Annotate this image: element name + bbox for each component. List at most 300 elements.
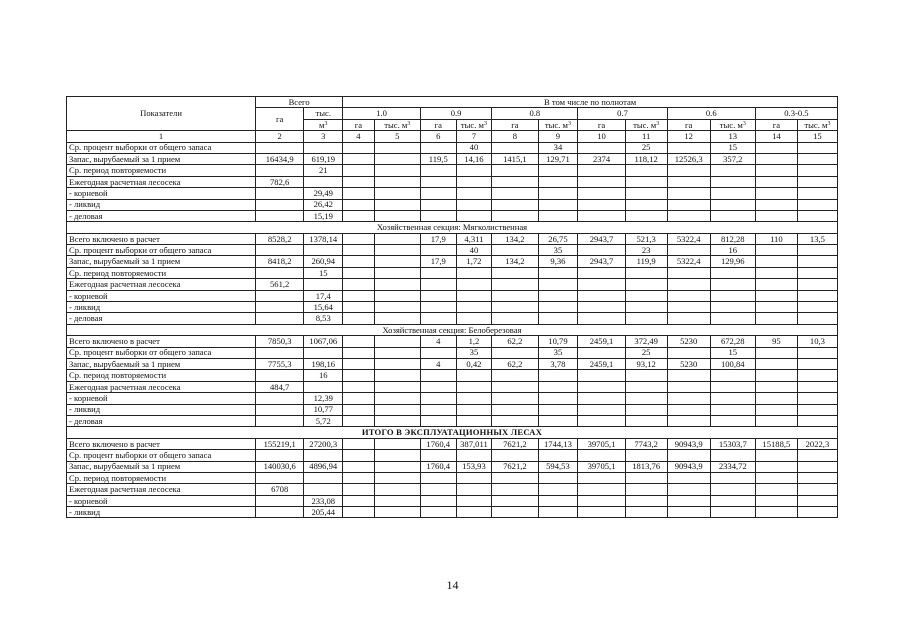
table-cell bbox=[492, 347, 538, 358]
table-cell bbox=[343, 495, 375, 506]
table-cell bbox=[343, 302, 375, 313]
row-label: - ликвид bbox=[67, 199, 256, 210]
table-cell bbox=[343, 381, 375, 392]
table-cell bbox=[797, 302, 837, 313]
table-cell: 155219,1 bbox=[256, 438, 304, 449]
unit-sup: 3 bbox=[568, 120, 571, 127]
table-cell bbox=[538, 290, 578, 301]
table-cell: 0,42 bbox=[456, 358, 492, 369]
table-cell: 12,39 bbox=[304, 393, 343, 404]
table-cell bbox=[710, 267, 755, 278]
table-cell: 16 bbox=[304, 370, 343, 381]
table-row bbox=[67, 233, 838, 244]
column-number: 15 bbox=[797, 131, 837, 142]
table-cell bbox=[456, 450, 492, 461]
table-cell bbox=[304, 347, 343, 358]
table-cell: 561,2 bbox=[256, 279, 304, 290]
header-density-6: 0.3-0.5 bbox=[755, 108, 837, 119]
table-cell bbox=[343, 313, 375, 324]
table-cell: 619,19 bbox=[304, 153, 343, 164]
table-cell bbox=[374, 358, 420, 369]
table-cell bbox=[343, 347, 375, 358]
table-cell bbox=[374, 165, 420, 176]
table-cell bbox=[256, 165, 304, 176]
table-cell: 16434,9 bbox=[256, 153, 304, 164]
table-cell: 2334,72 bbox=[710, 461, 755, 472]
table-cell bbox=[492, 302, 538, 313]
table-cell: 25 bbox=[625, 142, 667, 153]
table-cell: 95 bbox=[755, 336, 797, 347]
header-unit-ha: га bbox=[492, 119, 538, 130]
table-row bbox=[67, 267, 838, 278]
table-cell bbox=[456, 165, 492, 176]
row-label: - ликвид bbox=[67, 404, 256, 415]
table-cell: 93,12 bbox=[625, 358, 667, 369]
table-cell bbox=[256, 472, 304, 483]
table-cell: 17,9 bbox=[420, 233, 456, 244]
table-cell: 62,2 bbox=[492, 336, 538, 347]
table-cell: 15,19 bbox=[304, 210, 343, 221]
table-cell bbox=[797, 153, 837, 164]
table-cell bbox=[625, 507, 667, 518]
table-cell: 233,08 bbox=[304, 495, 343, 506]
table-cell bbox=[538, 484, 578, 495]
table-cell: 90943,9 bbox=[667, 438, 710, 449]
table-cell bbox=[578, 381, 625, 392]
table-cell bbox=[578, 495, 625, 506]
row-label: Запас, вырубаемый за 1 прием bbox=[67, 153, 256, 164]
row-label: Ежегодная расчетная лесосека bbox=[67, 176, 256, 187]
table-cell: 1744,13 bbox=[538, 438, 578, 449]
table-cell bbox=[578, 267, 625, 278]
table-cell bbox=[667, 188, 710, 199]
table-cell bbox=[710, 188, 755, 199]
table-cell bbox=[256, 393, 304, 404]
table-cell bbox=[456, 267, 492, 278]
column-number: 2 bbox=[256, 131, 304, 142]
header-unit-volume bbox=[456, 119, 492, 130]
table-cell bbox=[797, 290, 837, 301]
unit-sup: 3 bbox=[656, 120, 660, 127]
row-label: Ежегодная расчетная лесосека bbox=[67, 484, 256, 495]
header-unit-volume bbox=[710, 119, 755, 130]
table-cell bbox=[755, 495, 797, 506]
table-cell bbox=[538, 302, 578, 313]
table-cell: 15188,5 bbox=[755, 438, 797, 449]
table-cell: 13,5 bbox=[797, 233, 837, 244]
table-cell: 5322,4 bbox=[667, 256, 710, 267]
table-row bbox=[67, 210, 838, 221]
table-cell bbox=[343, 415, 375, 426]
table-cell bbox=[456, 370, 492, 381]
table-cell bbox=[755, 245, 797, 256]
table-cell bbox=[492, 495, 538, 506]
table-cell: 3,78 bbox=[538, 358, 578, 369]
page-number: 14 bbox=[446, 578, 459, 592]
table-cell bbox=[420, 393, 456, 404]
table-cell: 153,93 bbox=[456, 461, 492, 472]
table-cell bbox=[755, 279, 797, 290]
table-cell bbox=[343, 484, 375, 495]
table-row bbox=[67, 256, 838, 267]
table-cell bbox=[710, 199, 755, 210]
table-cell: 1,72 bbox=[456, 256, 492, 267]
table-cell bbox=[304, 450, 343, 461]
table-cell bbox=[538, 472, 578, 483]
table-cell bbox=[755, 404, 797, 415]
table-cell bbox=[374, 256, 420, 267]
table-cell bbox=[710, 165, 755, 176]
column-number: 9 bbox=[538, 131, 578, 142]
table-cell bbox=[374, 415, 420, 426]
header-total-thousand: тыс. bbox=[304, 108, 343, 119]
table-cell bbox=[755, 153, 797, 164]
table-cell bbox=[625, 495, 667, 506]
table-cell bbox=[374, 199, 420, 210]
table-cell bbox=[304, 245, 343, 256]
table-cell bbox=[456, 176, 492, 187]
table-row bbox=[67, 302, 838, 313]
table-cell bbox=[710, 415, 755, 426]
row-label: - ликвид bbox=[67, 507, 256, 518]
table-cell bbox=[343, 507, 375, 518]
header-unit-ha: га bbox=[578, 119, 625, 130]
table-cell bbox=[667, 507, 710, 518]
table-cell: 118,12 bbox=[625, 153, 667, 164]
table-cell bbox=[456, 313, 492, 324]
table-cell: 10,3 bbox=[797, 336, 837, 347]
table-cell: 140030,6 bbox=[256, 461, 304, 472]
table-cell bbox=[578, 507, 625, 518]
table-cell: 10,77 bbox=[304, 404, 343, 415]
table-cell bbox=[710, 484, 755, 495]
table-row bbox=[67, 495, 838, 506]
table-cell bbox=[343, 245, 375, 256]
column-number: 10 bbox=[578, 131, 625, 142]
table-cell: 26,42 bbox=[304, 199, 343, 210]
unit-sup: 3 bbox=[407, 120, 411, 127]
forest-calculation-table bbox=[66, 96, 838, 518]
table-cell bbox=[667, 199, 710, 210]
table-cell bbox=[538, 450, 578, 461]
table-cell bbox=[667, 370, 710, 381]
row-label: Запас, вырубаемый за 1 прием bbox=[67, 461, 256, 472]
table-cell bbox=[374, 188, 420, 199]
table-cell bbox=[374, 302, 420, 313]
table-cell bbox=[578, 370, 625, 381]
table-cell bbox=[492, 415, 538, 426]
table-cell bbox=[374, 472, 420, 483]
header-density-3: 0.8 bbox=[492, 108, 578, 119]
table-cell bbox=[538, 370, 578, 381]
table-row bbox=[67, 507, 838, 518]
table-cell bbox=[625, 176, 667, 187]
table-cell bbox=[755, 358, 797, 369]
table-cell bbox=[374, 347, 420, 358]
table-cell bbox=[456, 495, 492, 506]
header-unit-volume bbox=[374, 119, 420, 130]
table-row bbox=[67, 381, 838, 392]
table-cell: 205,44 bbox=[304, 507, 343, 518]
table-cell bbox=[755, 370, 797, 381]
section-title: ИТОГО В ЭКСПЛУАТАЦИОННЫХ ЛЕСАХ bbox=[67, 427, 838, 438]
table-cell bbox=[710, 210, 755, 221]
table-cell bbox=[456, 302, 492, 313]
table-cell bbox=[755, 210, 797, 221]
table-cell bbox=[304, 279, 343, 290]
table-cell bbox=[456, 188, 492, 199]
table-cell bbox=[420, 450, 456, 461]
table-cell bbox=[374, 370, 420, 381]
table-cell bbox=[667, 313, 710, 324]
table-cell bbox=[420, 165, 456, 176]
table-cell bbox=[667, 393, 710, 404]
table-cell: 2459,1 bbox=[578, 358, 625, 369]
table-row bbox=[67, 370, 838, 381]
table-cell: 25 bbox=[625, 347, 667, 358]
table-cell bbox=[667, 381, 710, 392]
row-label: - корневой bbox=[67, 393, 256, 404]
table-cell bbox=[420, 404, 456, 415]
table-cell: 15,64 bbox=[304, 302, 343, 313]
table-cell bbox=[492, 188, 538, 199]
table-cell bbox=[343, 153, 375, 164]
table-cell bbox=[420, 302, 456, 313]
table-cell: 5322,4 bbox=[667, 233, 710, 244]
table-cell bbox=[710, 507, 755, 518]
table-cell bbox=[420, 370, 456, 381]
table-cell bbox=[797, 370, 837, 381]
table-cell: 8528,2 bbox=[256, 233, 304, 244]
table-row bbox=[67, 461, 838, 472]
table-cell bbox=[755, 472, 797, 483]
table-cell bbox=[755, 415, 797, 426]
table-cell bbox=[625, 290, 667, 301]
table-cell bbox=[420, 210, 456, 221]
unit-thousand-m3: тыс. м bbox=[460, 119, 484, 130]
table-cell bbox=[578, 302, 625, 313]
table-cell bbox=[492, 279, 538, 290]
table-cell bbox=[667, 176, 710, 187]
table-cell: 15303,7 bbox=[710, 438, 755, 449]
table-cell bbox=[755, 484, 797, 495]
table-cell bbox=[755, 302, 797, 313]
header-indicators: Показатели bbox=[67, 97, 256, 131]
table-cell bbox=[256, 347, 304, 358]
table-cell: 1813,76 bbox=[625, 461, 667, 472]
table-cell: 8418,2 bbox=[256, 256, 304, 267]
table-cell bbox=[625, 415, 667, 426]
table-cell: 129,71 bbox=[538, 153, 578, 164]
table-cell bbox=[578, 404, 625, 415]
table-cell bbox=[578, 484, 625, 495]
header-density-5: 0.6 bbox=[667, 108, 755, 119]
table-cell bbox=[578, 176, 625, 187]
table-cell bbox=[578, 165, 625, 176]
table-cell bbox=[538, 495, 578, 506]
section-row bbox=[67, 427, 838, 438]
table-cell bbox=[625, 450, 667, 461]
table-cell bbox=[456, 507, 492, 518]
table-cell bbox=[256, 188, 304, 199]
table-cell bbox=[256, 290, 304, 301]
table-cell bbox=[755, 199, 797, 210]
table-cell bbox=[492, 404, 538, 415]
table-cell: 12526,3 bbox=[667, 153, 710, 164]
table-cell bbox=[343, 336, 375, 347]
table-cell bbox=[710, 279, 755, 290]
header-total-ha: га bbox=[256, 108, 304, 131]
table-cell bbox=[343, 472, 375, 483]
table-cell bbox=[797, 404, 837, 415]
table-cell bbox=[797, 165, 837, 176]
column-number: 7 bbox=[456, 131, 492, 142]
table-cell bbox=[710, 393, 755, 404]
table-cell bbox=[538, 188, 578, 199]
table-cell: 7755,3 bbox=[256, 358, 304, 369]
table-cell: 4 bbox=[420, 358, 456, 369]
table-cell bbox=[374, 142, 420, 153]
table-cell bbox=[343, 142, 375, 153]
header-unit-volume bbox=[538, 119, 578, 130]
table-cell bbox=[456, 381, 492, 392]
table-row bbox=[67, 438, 838, 449]
table-cell bbox=[578, 347, 625, 358]
table-cell bbox=[492, 313, 538, 324]
table-cell: 17,9 bbox=[420, 256, 456, 267]
table-cell bbox=[710, 176, 755, 187]
table-cell bbox=[667, 404, 710, 415]
table-cell bbox=[256, 245, 304, 256]
table-cell: 21 bbox=[304, 165, 343, 176]
table-row bbox=[67, 245, 838, 256]
table-cell: 5230 bbox=[667, 358, 710, 369]
table-cell: 1760,4 bbox=[420, 461, 456, 472]
table-cell bbox=[797, 507, 837, 518]
table-cell bbox=[343, 188, 375, 199]
table-cell: 35 bbox=[538, 347, 578, 358]
table-row bbox=[67, 199, 838, 210]
table-cell: 7743,2 bbox=[625, 438, 667, 449]
table-cell bbox=[755, 393, 797, 404]
table-cell bbox=[797, 358, 837, 369]
table-cell bbox=[492, 450, 538, 461]
table-cell: 1067,06 bbox=[304, 336, 343, 347]
table-cell bbox=[374, 484, 420, 495]
header-unit-ha: га bbox=[667, 119, 710, 130]
table-cell bbox=[797, 495, 837, 506]
table-cell bbox=[625, 210, 667, 221]
table-cell bbox=[538, 279, 578, 290]
table-row bbox=[67, 415, 838, 426]
column-numbers-row bbox=[67, 131, 838, 142]
row-label: - деловая bbox=[67, 210, 256, 221]
table-cell: 26,75 bbox=[538, 233, 578, 244]
table-cell: 521,3 bbox=[625, 233, 667, 244]
table-cell bbox=[797, 461, 837, 472]
table-cell: 484,7 bbox=[256, 381, 304, 392]
table-cell: 62,2 bbox=[492, 358, 538, 369]
table-cell bbox=[710, 290, 755, 301]
table-row bbox=[67, 176, 838, 187]
header-total: Всего bbox=[256, 97, 343, 108]
unit-sup: 3 bbox=[483, 120, 487, 127]
table-cell bbox=[374, 336, 420, 347]
table-cell bbox=[343, 290, 375, 301]
table-row bbox=[67, 313, 838, 324]
table-cell bbox=[374, 381, 420, 392]
table-cell bbox=[456, 404, 492, 415]
table-cell bbox=[374, 393, 420, 404]
table-cell: 110 bbox=[755, 233, 797, 244]
table-cell bbox=[797, 472, 837, 483]
table-cell bbox=[420, 279, 456, 290]
table-row bbox=[67, 472, 838, 483]
table-cell bbox=[343, 267, 375, 278]
row-label: Всего включено в расчет bbox=[67, 438, 256, 449]
table-cell bbox=[420, 484, 456, 495]
table-cell bbox=[578, 142, 625, 153]
table-row bbox=[67, 142, 838, 153]
table-cell bbox=[578, 188, 625, 199]
table-cell bbox=[625, 199, 667, 210]
table-cell bbox=[667, 290, 710, 301]
table-cell bbox=[755, 256, 797, 267]
table-cell bbox=[374, 495, 420, 506]
table-cell: 2459,1 bbox=[578, 336, 625, 347]
header-row-1 bbox=[67, 97, 838, 108]
table-cell: 7621,2 bbox=[492, 438, 538, 449]
table-cell bbox=[667, 245, 710, 256]
table-cell bbox=[667, 472, 710, 483]
table-cell bbox=[755, 267, 797, 278]
table-cell bbox=[625, 279, 667, 290]
table-cell: 594,53 bbox=[538, 461, 578, 472]
table-cell: 198,16 bbox=[304, 358, 343, 369]
column-number: 1 bbox=[67, 131, 256, 142]
table-cell bbox=[492, 142, 538, 153]
table-cell: 9,36 bbox=[538, 256, 578, 267]
table-cell bbox=[538, 415, 578, 426]
table-cell bbox=[256, 415, 304, 426]
table-cell bbox=[256, 404, 304, 415]
table-cell: 7621,2 bbox=[492, 461, 538, 472]
table-cell bbox=[667, 142, 710, 153]
table-cell bbox=[578, 313, 625, 324]
table-cell: 2022,3 bbox=[797, 438, 837, 449]
table-cell bbox=[343, 199, 375, 210]
table-cell bbox=[420, 199, 456, 210]
table-cell bbox=[256, 302, 304, 313]
row-label: - корневой bbox=[67, 188, 256, 199]
unit-sup: 3 bbox=[742, 120, 746, 127]
unit-thousand-m3: тыс. м bbox=[384, 119, 408, 130]
row-label: - деловая bbox=[67, 415, 256, 426]
header-unit-volume bbox=[625, 119, 667, 130]
row-label: Ср. период повторяемости bbox=[67, 165, 256, 176]
table-cell bbox=[797, 188, 837, 199]
table-cell bbox=[420, 267, 456, 278]
header-total-m3 bbox=[304, 119, 343, 130]
table-cell: 29,49 bbox=[304, 188, 343, 199]
table-cell: 15 bbox=[710, 347, 755, 358]
table-cell bbox=[755, 176, 797, 187]
table-cell bbox=[797, 142, 837, 153]
table-cell bbox=[374, 279, 420, 290]
unit-thousand-m3: тыс. м bbox=[804, 119, 828, 130]
table-cell bbox=[797, 450, 837, 461]
table-cell bbox=[374, 507, 420, 518]
